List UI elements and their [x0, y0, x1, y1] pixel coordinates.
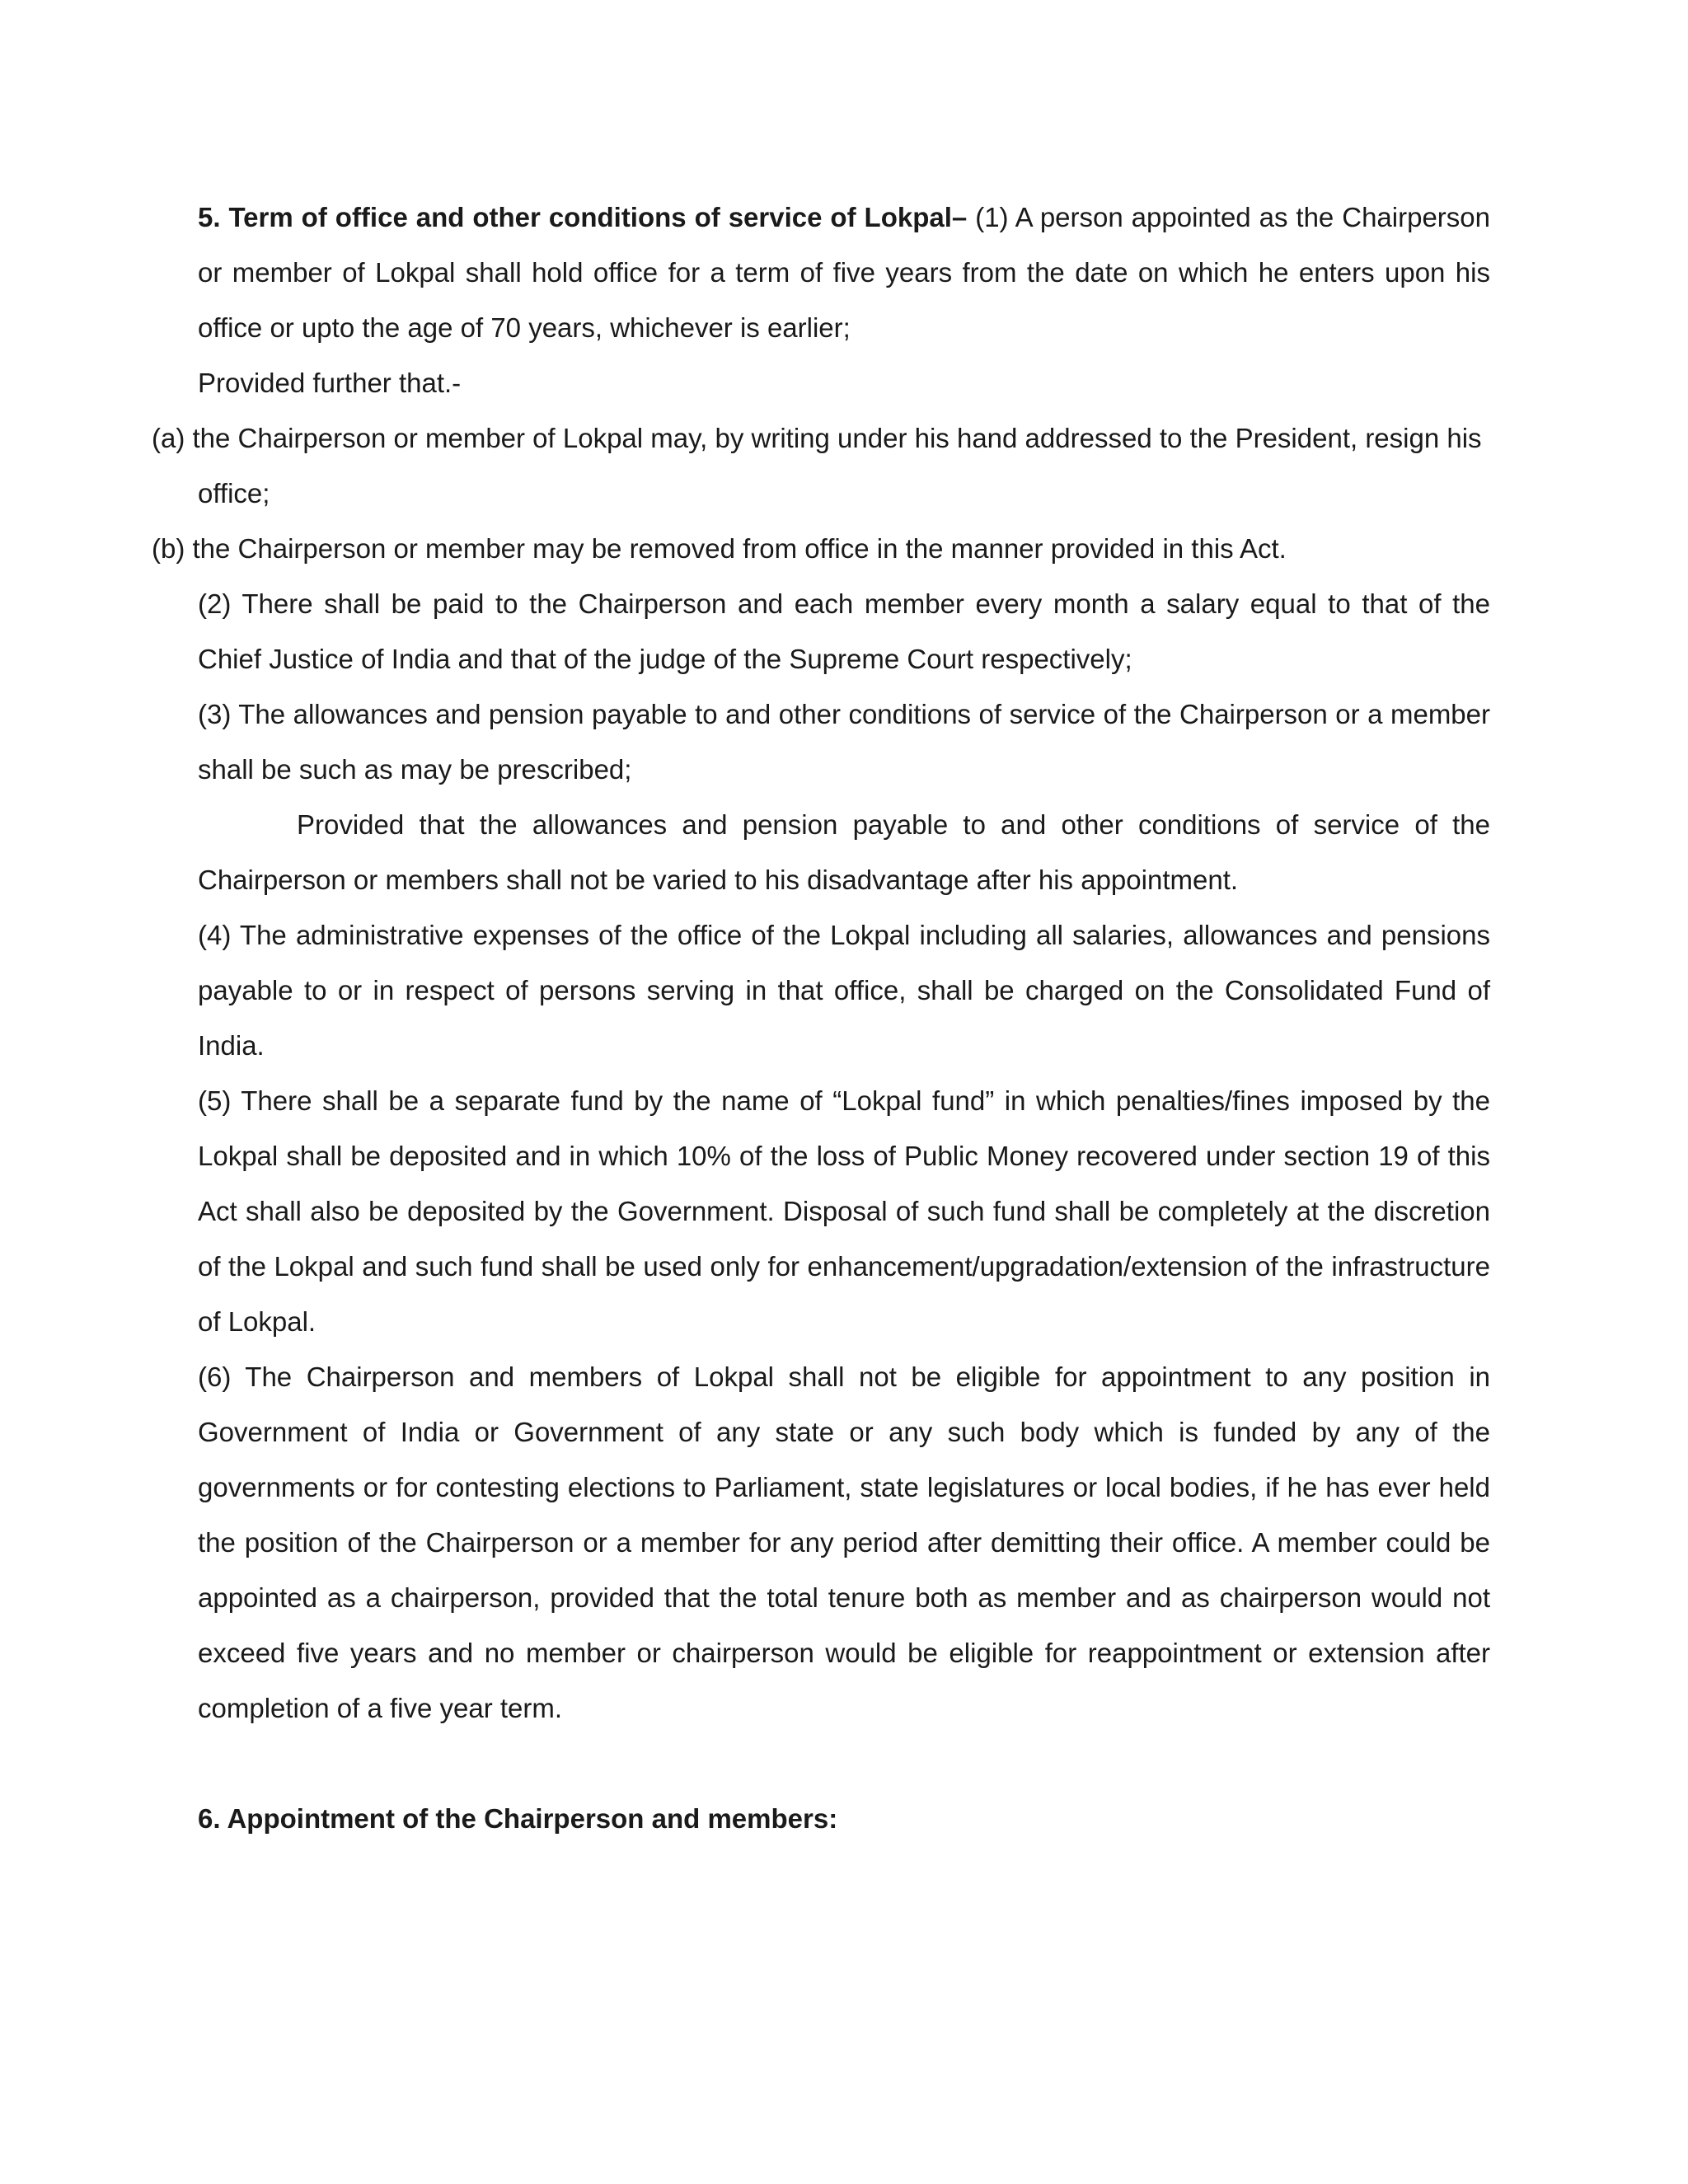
proviso-intro: Provided further that.- [198, 368, 462, 398]
clause-a: (a) the Chairperson or member of Lokpal may, by writing under his hand addressed to the President, resign his office; [152, 423, 1482, 509]
clause-b: (b) the Chairperson or member may be removed from office in the manner provided in this Act. [152, 533, 1287, 564]
section-5-subsection-3: (3) The allowances and pension payable to and other conditions of service of the Chairperson or a member shall be such as may be prescribed; [198, 699, 1490, 785]
section-6-heading: 6. Appointment of the Chairperson and members: [198, 1803, 838, 1834]
section-5-heading: 5. Term of office and other conditions of service of Lokpal– [198, 202, 968, 232]
section-5-subsection-1-text: (1) A person appointed as the Chairperson or member of Lokpal shall hold office for a term of five years from the date on which he enters upon his office or upto the age of 70 years, whichever is earlier; [198, 202, 1490, 343]
section-5-subsection-6: (6) The Chairperson and members of Lokpal shall not be eligible for appointment to any position in Government of India or Government of any state or any such body which is funded by any of the governments or for contesting elections to Parliament, state legislatures or local bodies, if he has ever held the position of the Chairperson or a member for any period after demitting their office. A member could be appointed as a chairperson, provided that the total tenure both as member and as chairperson would not exceed five years and no member or chairperson would be eligible for reappointment or extension after completion of a five year term. [198, 1361, 1490, 1723]
section-5-subsection-5: (5) There shall be a separate fund by the name of “Lokpal fund” in which penalties/fines imposed by the Lokpal shall be deposited and in which 10% of the loss of Public Money recovered under section 19 of this Act shall also be deposited by the Government. Disposal of such fund shall be completely at the discretion of the Lokpal and such fund shall be used only for enhancement/upgradation/extension of the infrastructure of Lokpal. [198, 1085, 1490, 1337]
section-5-subsection-3-proviso: Provided that the allowances and pension payable to and other conditions of service of the Chairperson or members shall not be varied to his disadvantage after his appointment. [198, 809, 1490, 895]
section-spacer [198, 1736, 1490, 1791]
section-5-subsection-1 [198, 190, 1490, 355]
section-5-subsection-2: (2) There shall be paid to the Chairperson and each member every month a salary equal to that of the Chief Justice of India and that of the judge of the Supreme Court respectively; [198, 588, 1490, 674]
section-5-subsection-4: (4) The administrative expenses of the office of the Lokpal including all salaries, allowances and pensions payable to or in respect of persons serving in that office, shall be charged on the Consolidated Fund of India. [198, 920, 1490, 1061]
document-body [152, 190, 1490, 1846]
